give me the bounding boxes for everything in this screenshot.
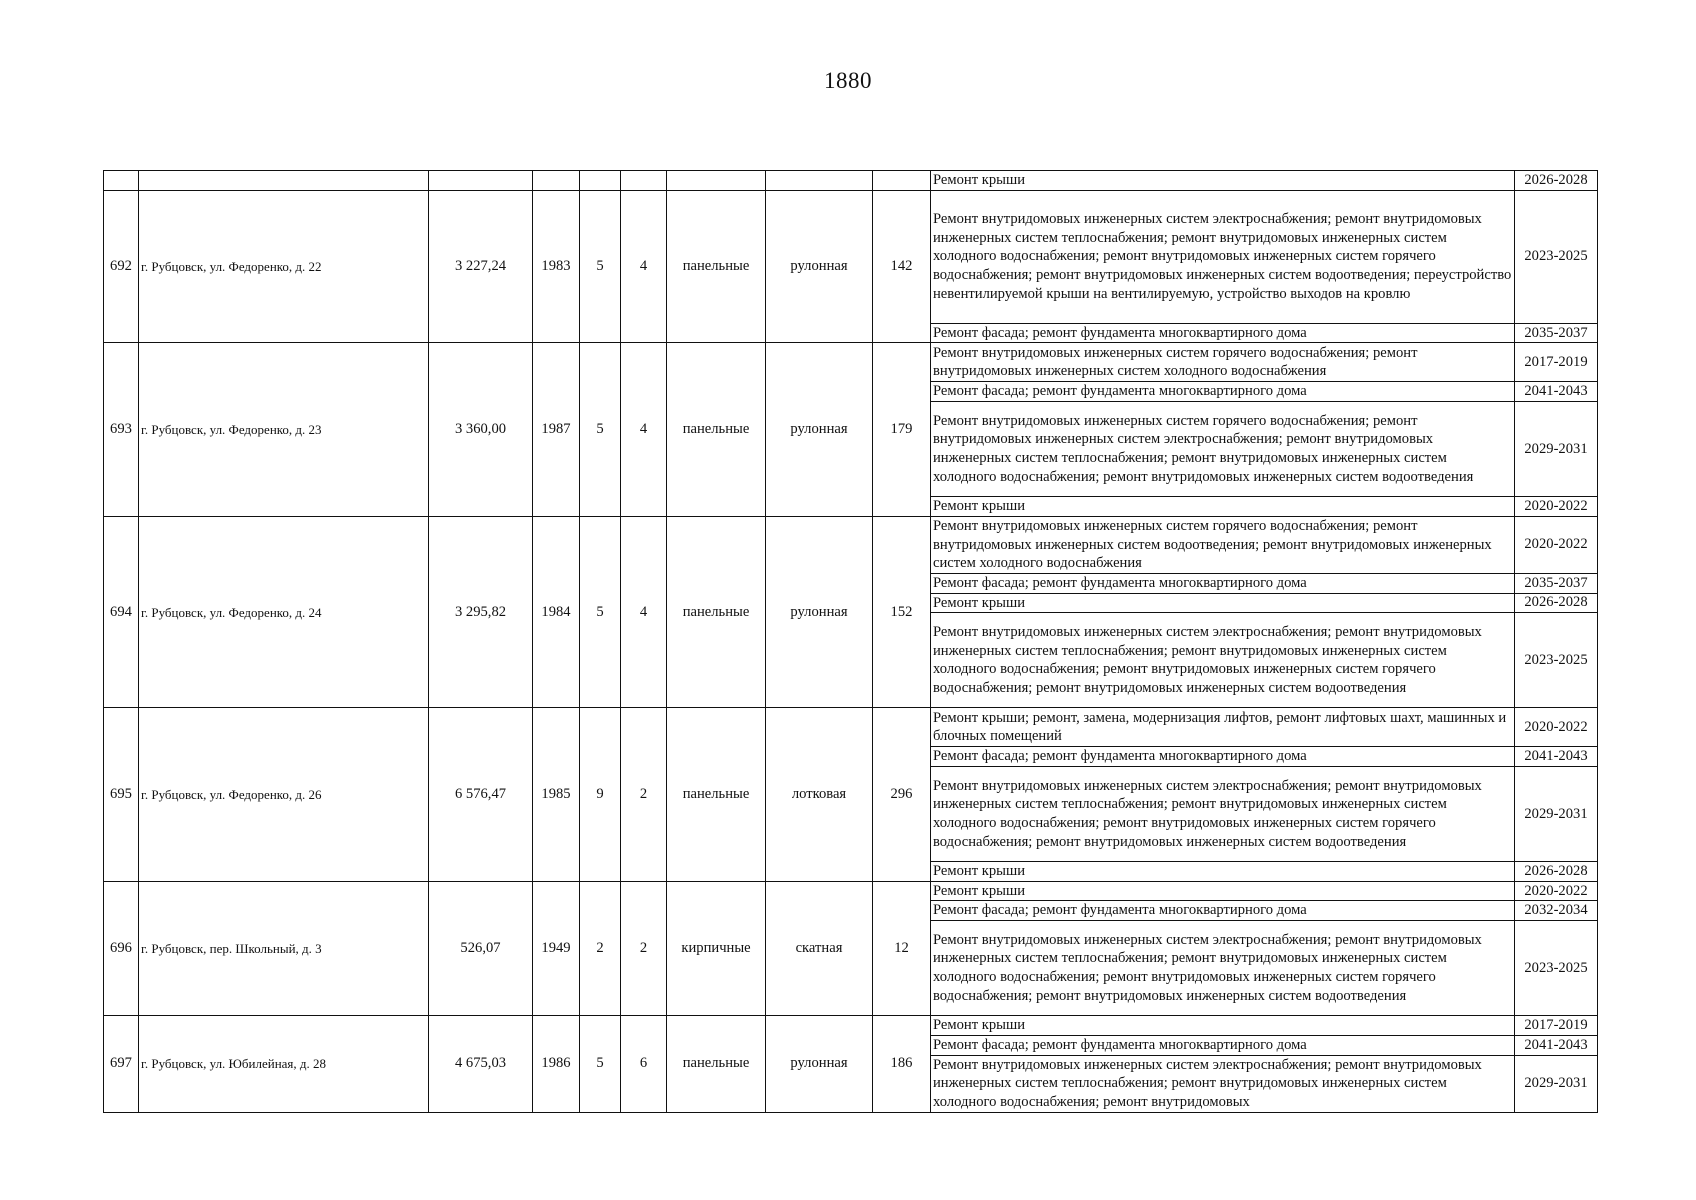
roof-type: лотковая [766,708,873,881]
record-number: 695 [104,708,139,881]
work-period: 2020-2022 [1515,708,1598,747]
cell-empty [766,171,873,191]
work-period: 2026-2028 [1515,862,1598,882]
work-description: Ремонт фасада; ремонт фундамента многоквартирного дома [931,573,1515,593]
wall-material: панельные [667,708,766,881]
cell-empty [621,171,667,191]
roof-type: рулонная [766,1016,873,1113]
work-period: 2041-2043 [1515,382,1598,402]
work-description: Ремонт внутридомовых инженерных систем электроснабжения; ремонт внутридомовых инженерных систем теплоснабжения; ремонт внутридомовых инженерных систем холодного водоснабжения; ремонт внутридомовых инженерных систем горячего водоснабжения; ремонт внутридомовых инженерных систем водоотведения [931,613,1515,708]
page-number: 1880 [824,68,872,93]
work-period: 2029-2031 [1515,1055,1598,1112]
continuation-row [104,171,1598,191]
entrances-count: 4 [621,190,667,343]
work-description: Ремонт внутридомовых инженерных систем электроснабжения; ремонт внутридомовых инженерных систем теплоснабжения; ремонт внутридомовых инженерных систем холодного водоснабжения; ремонт внутридомовых инженерных систем горячего водоснабжения; ремонт внутридомовых инженерных систем водоотведения [931,921,1515,1016]
cell-empty [873,171,931,191]
roof-type: скатная [766,881,873,1015]
building-area: 3 360,00 [429,343,533,516]
building-address: г. Рубцовск, ул. Федоренко, д. 24 [139,516,429,708]
cell-empty [104,171,139,191]
work-period: 2026-2028 [1515,171,1598,191]
wall-material: панельные [667,343,766,516]
roof-type: рулонная [766,343,873,516]
record-number: 697 [104,1016,139,1113]
work-period: 2020-2022 [1515,497,1598,517]
work-description: Ремонт фасада; ремонт фундамента многоквартирного дома [931,747,1515,767]
build-year: 1987 [533,343,580,516]
cell-empty [667,171,766,191]
floors-count: 9 [580,708,621,881]
building-address: г. Рубцовск, ул. Федоренко, д. 26 [139,708,429,881]
floors-count: 5 [580,1016,621,1113]
residents-count: 296 [873,708,931,881]
build-year: 1983 [533,190,580,343]
record-number: 696 [104,881,139,1015]
work-period: 2020-2022 [1515,516,1598,573]
work-description: Ремонт крыши [931,1016,1515,1036]
table-row [104,881,1598,901]
floors-count: 5 [580,516,621,708]
work-period: 2029-2031 [1515,402,1598,497]
work-period: 2035-2037 [1515,573,1598,593]
build-year: 1984 [533,516,580,708]
work-description: Ремонт крыши [931,593,1515,613]
entrances-count: 4 [621,343,667,516]
building-address: г. Рубцовск, ул. Федоренко, д. 22 [139,190,429,343]
building-address: г. Рубцовск, пер. Школьный, д. 3 [139,881,429,1015]
cell-empty [139,171,429,191]
wall-material: кирпичные [667,881,766,1015]
entrances-count: 6 [621,1016,667,1113]
table-row [104,343,1598,382]
wall-material: панельные [667,516,766,708]
work-period: 2032-2034 [1515,901,1598,921]
floors-count: 5 [580,343,621,516]
work-description: Ремонт внутридомовых инженерных систем электроснабжения; ремонт внутридомовых инженерных систем теплоснабжения; ремонт внутридомовых инженерных систем холодного водоснабжения; ремонт внутридомовых инженерных систем горячего водоснабжения; ремонт внутридомовых инженерных систем водоотведения [931,767,1515,862]
record-number: 692 [104,190,139,343]
work-period: 2023-2025 [1515,190,1598,323]
build-year: 1949 [533,881,580,1015]
work-description: Ремонт фасада; ремонт фундамента многоквартирного дома [931,382,1515,402]
residents-count: 179 [873,343,931,516]
building-area: 4 675,03 [429,1016,533,1113]
entrances-count: 2 [621,708,667,881]
cell-empty [429,171,533,191]
cell-empty [580,171,621,191]
record-number: 694 [104,516,139,708]
work-description: Ремонт фасада; ремонт фундамента многоквартирного дома [931,901,1515,921]
work-period: 2023-2025 [1515,921,1598,1016]
residents-count: 142 [873,190,931,343]
entrances-count: 2 [621,881,667,1015]
build-year: 1985 [533,708,580,881]
building-address: г. Рубцовск, ул. Федоренко, д. 23 [139,343,429,516]
entrances-count: 4 [621,516,667,708]
work-period: 2041-2043 [1515,747,1598,767]
work-period: 2026-2028 [1515,593,1598,613]
housing-repair-table [103,170,1598,1113]
work-description: Ремонт фасада; ремонт фундамента многоквартирного дома [931,323,1515,343]
work-description: Ремонт внутридомовых инженерных систем горячего водоснабжения; ремонт внутридомовых инженерных систем водоотведения; ремонт внутридомовых инженерных систем холодного водоснабжения [931,516,1515,573]
table-row [104,1016,1598,1036]
work-description: Ремонт фасада; ремонт фундамента многоквартирного дома [931,1035,1515,1055]
building-area: 3 227,24 [429,190,533,343]
work-period: 2020-2022 [1515,881,1598,901]
building-area: 526,07 [429,881,533,1015]
work-period: 2029-2031 [1515,767,1598,862]
wall-material: панельные [667,190,766,343]
work-description: Ремонт крыши [931,862,1515,882]
residents-count: 12 [873,881,931,1015]
work-period: 2041-2043 [1515,1035,1598,1055]
residents-count: 186 [873,1016,931,1113]
roof-type: рулонная [766,190,873,343]
table-row [104,190,1598,323]
work-description: Ремонт крыши; ремонт, замена, модернизация лифтов, ремонт лифтовых шахт, машинных и блочных помещений [931,708,1515,747]
work-description: Ремонт внутридомовых инженерных систем горячего водоснабжения; ремонт внутридомовых инженерных систем холодного водоснабжения [931,343,1515,382]
work-description: Ремонт крыши [931,171,1515,191]
table-row [104,708,1598,747]
work-period: 2035-2037 [1515,323,1598,343]
building-address: г. Рубцовск, ул. Юбилейная, д. 28 [139,1016,429,1113]
work-description: Ремонт внутридомовых инженерных систем электроснабжения; ремонт внутридомовых инженерных систем теплоснабжения; ремонт внутридомовых инженерных систем холодного водоснабжения; ремонт внутридомовых [931,1055,1515,1112]
building-area: 3 295,82 [429,516,533,708]
work-description: Ремонт крыши [931,881,1515,901]
build-year: 1986 [533,1016,580,1113]
wall-material: панельные [667,1016,766,1113]
table-row [104,516,1598,573]
building-area: 6 576,47 [429,708,533,881]
floors-count: 5 [580,190,621,343]
cell-empty [533,171,580,191]
work-period: 2017-2019 [1515,343,1598,382]
work-period: 2017-2019 [1515,1016,1598,1036]
work-description: Ремонт внутридомовых инженерных систем горячего водоснабжения; ремонт внутридомовых инженерных систем электроснабжения; ремонт внутридомовых инженерных систем теплоснабжения; ремонт внутридомовых инженерных систем холодного водоснабжения; ремонт внутридомовых инженерных систем водоотведения [931,402,1515,497]
work-period: 2023-2025 [1515,613,1598,708]
work-description: Ремонт крыши [931,497,1515,517]
record-number: 693 [104,343,139,516]
floors-count: 2 [580,881,621,1015]
residents-count: 152 [873,516,931,708]
work-description: Ремонт внутридомовых инженерных систем электроснабжения; ремонт внутридомовых инженерных систем теплоснабжения; ремонт внутридомовых инженерных систем холодного водоснабжения; ремонт внутридомовых инженерных систем горячего водоснабжения; ремонт внутридомовых инженерных систем водоотведения; переустройство невентилируемой крыши на вентилируемую, устройство выходов на кровлю [931,190,1515,323]
roof-type: рулонная [766,516,873,708]
